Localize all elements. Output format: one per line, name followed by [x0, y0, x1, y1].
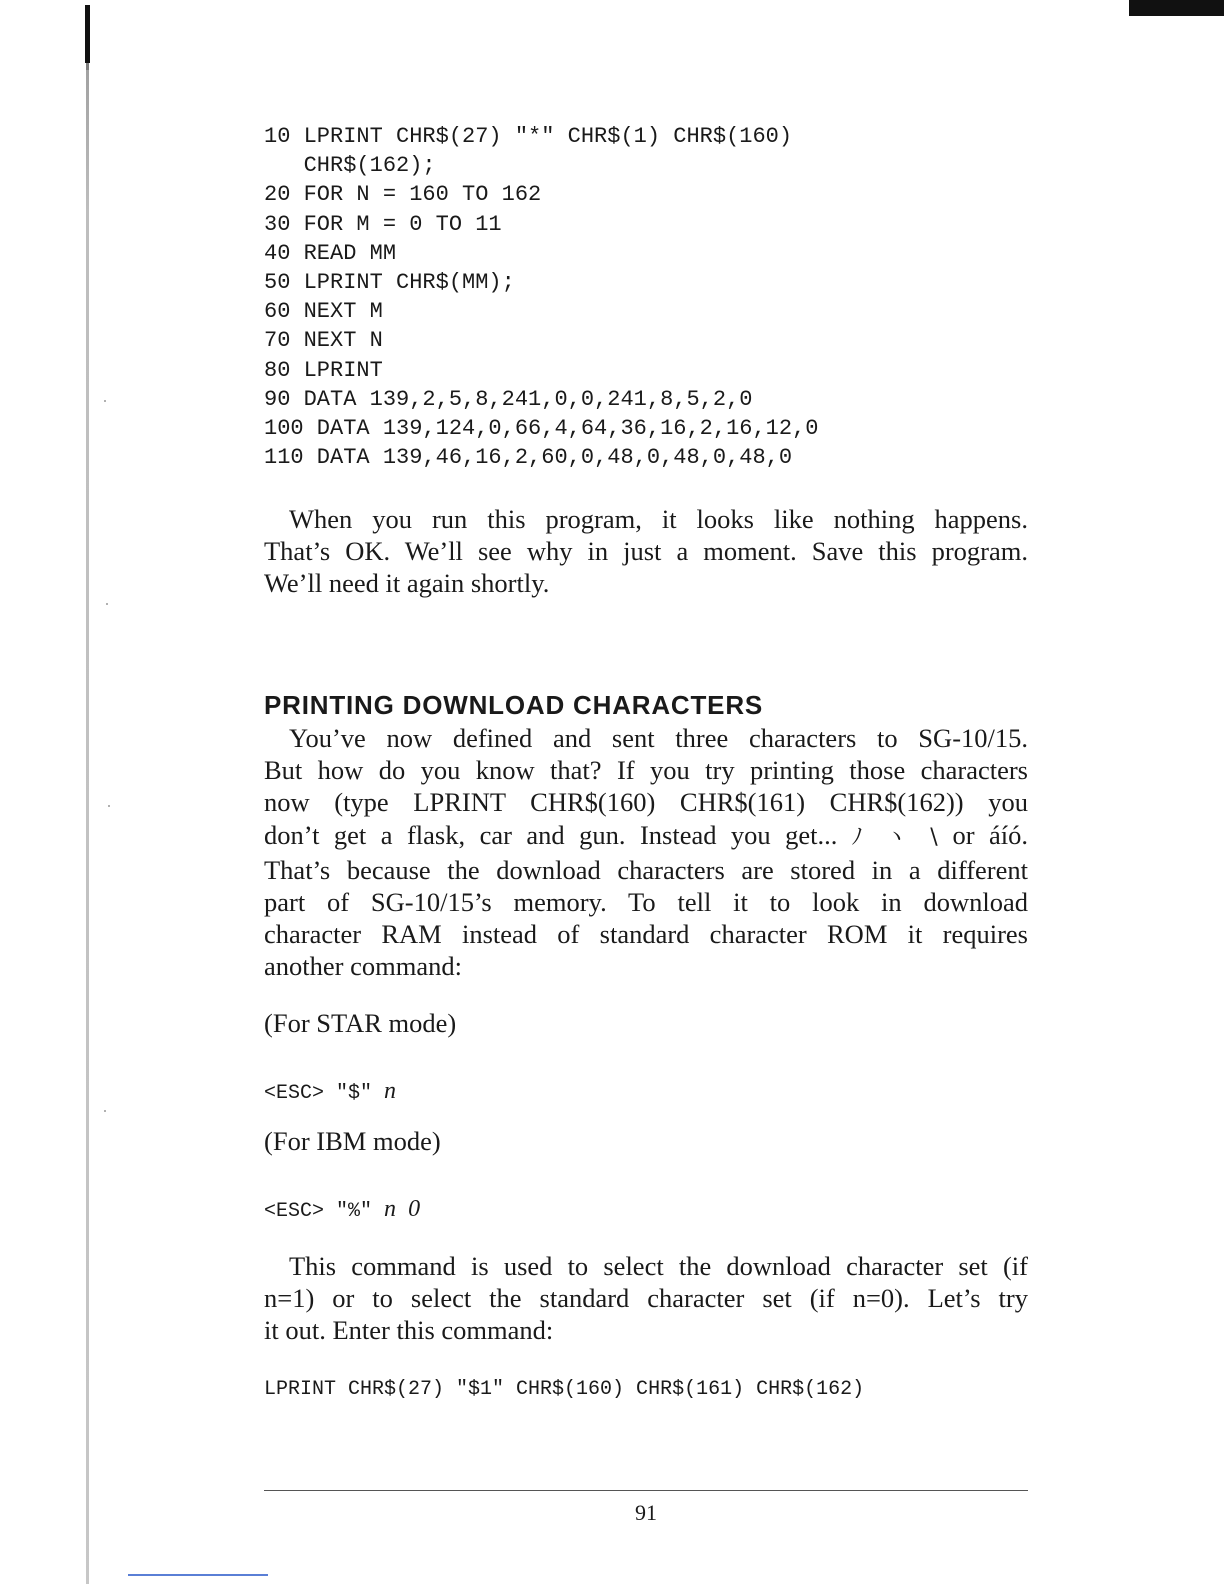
scan-bottom-mark [128, 1574, 268, 1576]
text-line: another command: [264, 951, 462, 982]
text-line-with-glyphs [264, 819, 1028, 854]
text-line: You’ve now defined and sent three characters to SG-10/15. [289, 723, 1028, 753]
command-variable: n [384, 1196, 397, 1222]
basic-code-listing [264, 122, 819, 472]
code-line: 110 DATA 139,46,16,2,60,0,48,0,48,0,48,0 [264, 445, 793, 471]
scan-speck [106, 603, 108, 605]
paragraph-run-program [264, 503, 1028, 600]
text-line: But how do you know that? If you try printing those characters [264, 755, 1028, 786]
scan-corner-mark [1129, 0, 1224, 16]
text-line: now (type LPRINT CHR$(160) CHR$(161) CHR$(162)) you [264, 787, 1028, 818]
text-line: part of SG-10/15’s memory. To tell it to look in download [264, 887, 1028, 918]
text-line: When you run this program, it looks like nothing happens. [289, 504, 1028, 534]
command-zero: 0 [408, 1196, 421, 1222]
katakana-glyphs: ﾉ ヽ \ [851, 824, 953, 850]
text-line: This command is used to select the download character set (if [289, 1251, 1028, 1281]
code-line: 60 NEXT M [264, 299, 383, 325]
command-text: <ESC> "%" [264, 1200, 373, 1223]
paragraph-download-chars [264, 722, 1028, 983]
scan-edge-left [86, 10, 89, 1584]
text-line: character RAM instead of standard character ROM it requires [264, 919, 1028, 950]
text-line: That’s because the download characters are stored in a different [264, 854, 1028, 885]
lprint-command: LPRINT CHR$(27) "$1" CHR$(160) CHR$(161) CHR$(162) [264, 1378, 865, 1401]
code-line: 70 NEXT N [264, 328, 383, 354]
scan-speck [104, 1110, 106, 1112]
footer-rule [264, 1490, 1028, 1491]
code-line: 50 LPRINT CHR$(MM); [264, 269, 515, 295]
text-fragment: or áíó. [952, 819, 1028, 850]
ibm-mode-label: (For IBM mode) [264, 1126, 441, 1156]
command-variable: n [384, 1078, 397, 1104]
code-line: 20 FOR N = 160 TO 162 [264, 182, 542, 208]
code-line: 30 FOR M = 0 TO 11 [264, 211, 502, 237]
section-heading: PRINTING DOWNLOAD CHARACTERS [264, 690, 764, 720]
text-line: n=1) or to select the standard character set (if n=0). Let’s try [264, 1283, 1028, 1314]
scan-speck [104, 400, 106, 402]
text-line: That’s OK. We’ll see why in just a moment. Save this program. [264, 536, 1028, 567]
paragraph-command-usage [264, 1250, 1028, 1347]
scan-speck [108, 805, 110, 807]
code-line: 80 LPRINT [264, 357, 383, 383]
page-number: 91 [635, 1500, 657, 1525]
command-text: <ESC> "$" [264, 1082, 373, 1105]
star-mode-command [264, 1078, 396, 1105]
text-line: it out. Enter this command: [264, 1315, 554, 1346]
code-line: CHR$(162); [264, 153, 436, 179]
text-line: We’ll need it again shortly. [264, 568, 550, 599]
scan-edge-left-bar [85, 5, 90, 63]
ibm-mode-command [264, 1196, 420, 1223]
code-line: 10 LPRINT CHR$(27) "*" CHR$(1) CHR$(160) [264, 124, 793, 149]
star-mode-label: (For STAR mode) [264, 1008, 457, 1038]
code-line: 40 READ MM [264, 240, 397, 266]
code-line: 100 DATA 139,124,0,66,4,64,36,16,2,16,12,0 [264, 415, 819, 441]
code-line: 90 DATA 139,2,5,8,241,0,0,241,8,5,2,0 [264, 386, 753, 412]
text-fragment: don’t get a flask, car and gun. Instead you get... [264, 819, 838, 850]
